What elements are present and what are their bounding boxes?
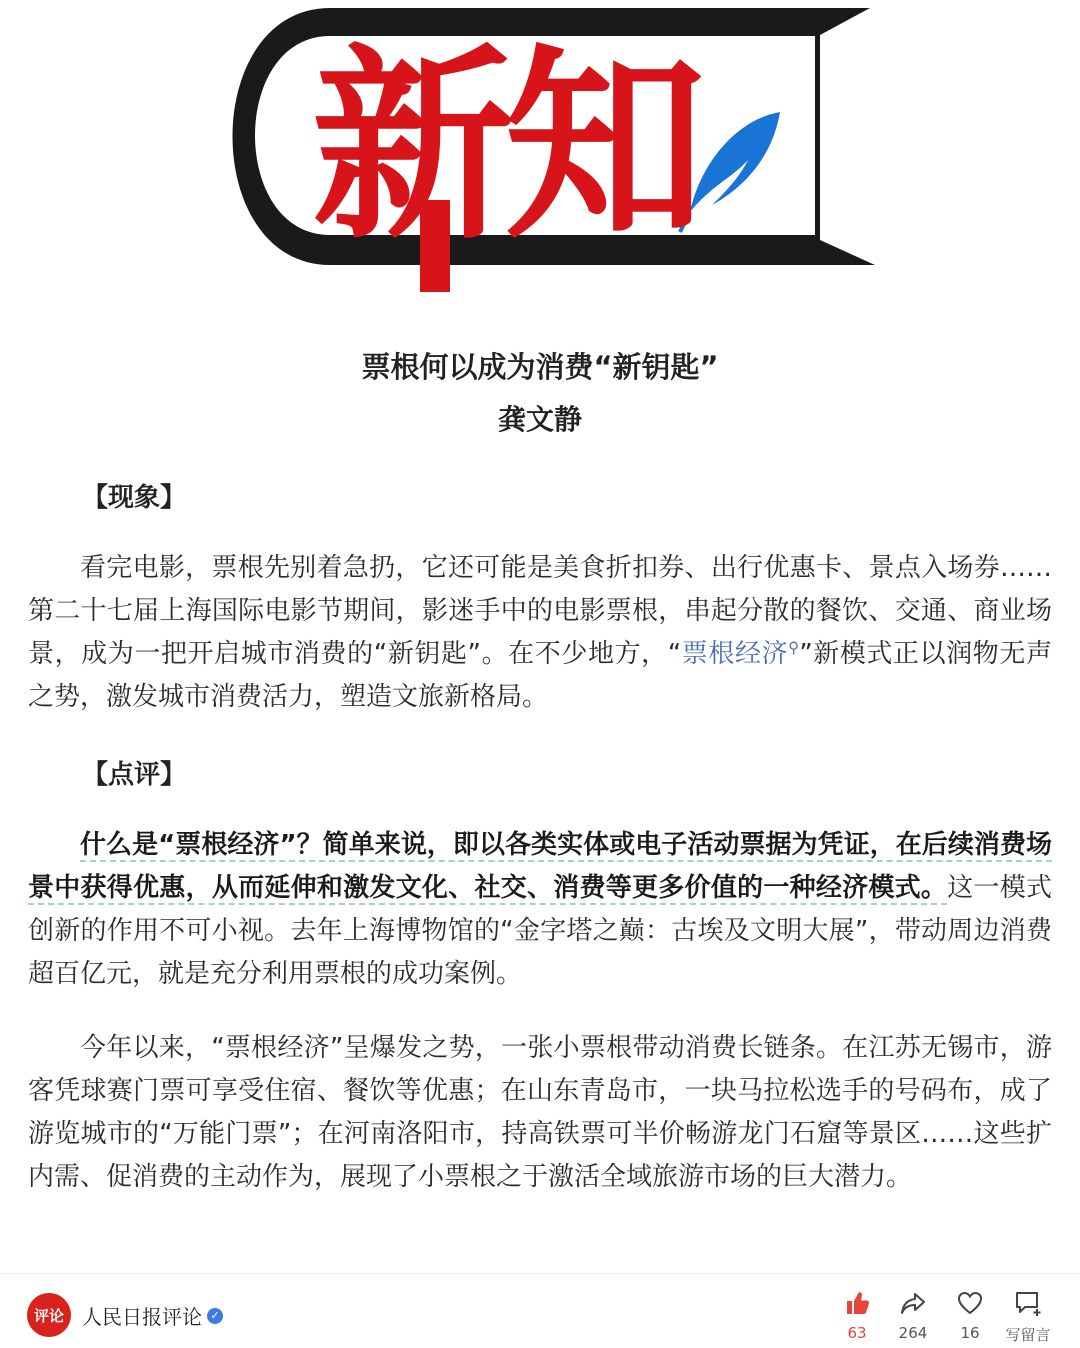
logo-text: 新知 <box>312 27 697 267</box>
share-count: 264 <box>898 1324 928 1342</box>
paragraph-comment-1 <box>28 824 1052 996</box>
paragraph-comment-2: 今年以来，“票根经济”呈爆发之势，一张小票根带动消费长链条。在江苏无锡市，游客凭球赛门票可享受住宿、餐饮等优惠；在山东青岛市，一块马拉松选手的号码布，成了游览城市的“万能门票”；在河南洛阳市，持高铁票可半价畅游龙门石窟等景区……这些扩内需、促消费的主动作为，展现了小票根之于激活全域旅游市场的巨大潜力。 <box>28 1033 1052 1192</box>
article-title: 票根何以成为消费“新钥匙” <box>361 350 719 384</box>
favorite-count: 16 <box>960 1324 980 1342</box>
search-icon[interactable]: ⚲ <box>788 638 800 657</box>
like-count: 63 <box>847 1324 867 1342</box>
keyword-link-ticket-economy[interactable]: 票根经济 <box>681 639 789 669</box>
header-banner <box>0 0 1080 310</box>
article-author: 龚文静 <box>497 403 582 436</box>
comment-icon <box>993 1286 1063 1320</box>
paragraph-phenomenon <box>28 547 1052 719</box>
bottom-action-bar <box>0 1273 1080 1348</box>
verified-badge-icon: ✓ <box>207 1308 223 1324</box>
avatar[interactable] <box>27 1293 71 1337</box>
account-name: 人民日报评论 <box>82 1305 202 1329</box>
highlighted-definition: 什么是“票根经济”？简单来说，即以各类实体或电子活动票据为凭证，在后续消费场景中获得优惠，从而延伸和激发文化、社交、消费等更多价值的一种经济模式。 <box>28 830 1052 903</box>
write-comment-button[interactable] <box>993 1286 1063 1345</box>
section-heading-comment: 【点评】 <box>82 760 187 790</box>
paragraph-text: 这一模式创新的作用不可小视。去年上海博物馆的“金字塔之巅：古埃及文明大展”，带动周边消费超百亿元，就是充分利用票根的成功案例。 <box>28 873 1052 989</box>
section-heading-phenomenon: 【现象】 <box>82 483 187 513</box>
account-name-row[interactable] <box>82 1301 223 1330</box>
avatar-label: 评论 <box>33 1306 64 1325</box>
paragraph-text: 看完电影，票根先别着急扔，它还可能是美食折扣券、出行优惠卡、景点入场券……第二十七届上海国际电影节期间，影迷手中的电影票根，串起分散的餐饮、交通、商业场景，成为一把开启城市消费的“新钥匙”。在不少地方，“ <box>28 553 1052 669</box>
paragraph-text: ”新模式正以润物无声之势，激发城市消费活力，塑造文旅新格局。 <box>28 639 1052 712</box>
write-comment-label: 写留言 <box>1005 1326 1051 1344</box>
